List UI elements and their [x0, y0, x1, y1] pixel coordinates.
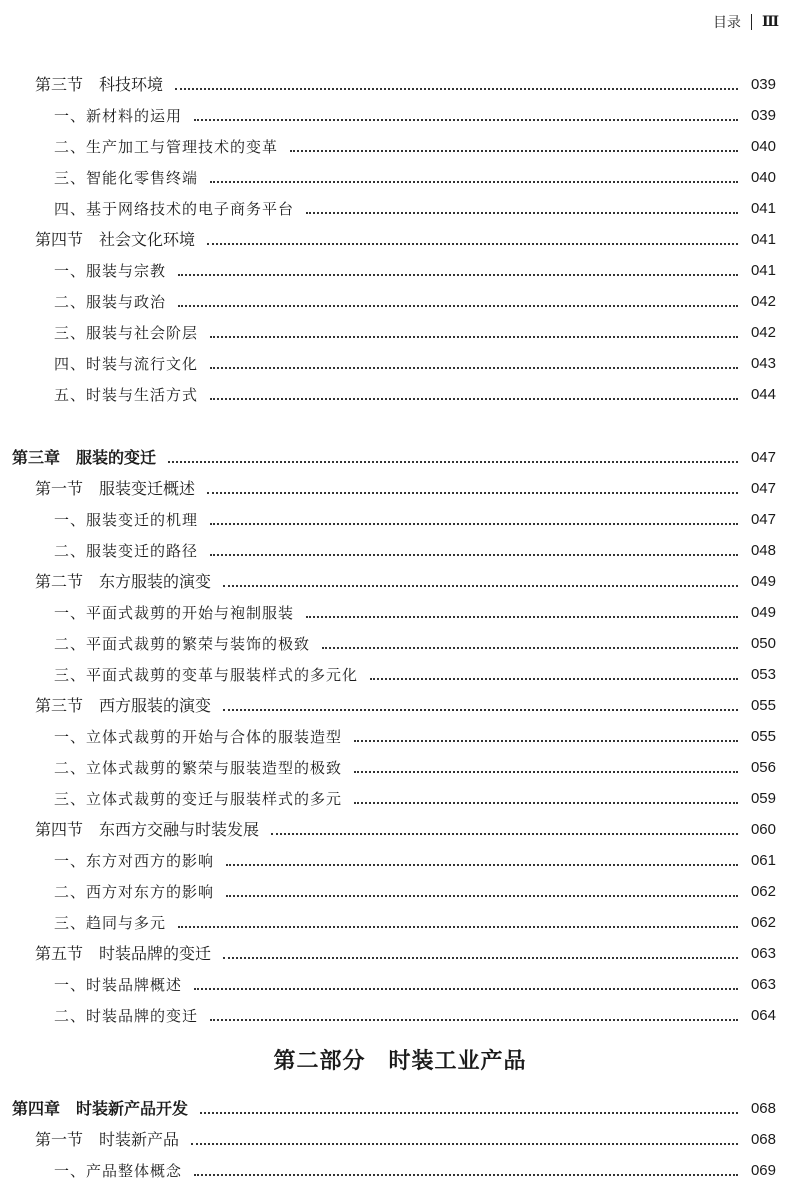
header-divider — [751, 14, 752, 30]
dot-leader — [322, 647, 738, 649]
running-header — [713, 12, 778, 32]
toc-entry-item — [0, 660, 800, 686]
toc-entry-title: 第二节 东方服装的演变 — [35, 572, 212, 591]
toc-entry-page: 049 — [750, 604, 776, 621]
header-page-number: Ⅲ — [761, 14, 778, 30]
toc-entry-title: 二、服装与政治 — [54, 293, 167, 311]
toc-entry-page: 063 — [750, 976, 776, 993]
toc-entry-item — [0, 132, 800, 158]
dot-leader — [210, 398, 738, 400]
toc-entry-title: 第一节 服装变迁概述 — [35, 479, 196, 498]
toc-entry-item — [0, 256, 800, 282]
toc-entry-title: 二、平面式裁剪的繁荣与装饰的极致 — [54, 635, 311, 653]
dot-leader — [226, 864, 738, 866]
toc-entry-page: 044 — [750, 386, 776, 403]
toc-entry-item — [0, 846, 800, 872]
toc-entry-section — [0, 225, 800, 251]
dot-leader — [207, 492, 738, 494]
toc-entry-title: 一、时装品牌概述 — [54, 976, 183, 994]
toc-entry-section — [0, 939, 800, 965]
toc-entry-item — [0, 598, 800, 624]
dot-leader — [223, 957, 738, 959]
toc-entry-item — [0, 629, 800, 655]
toc-entry-title: 第三节 西方服装的演变 — [35, 696, 212, 715]
toc-entry-page: 041 — [750, 231, 776, 248]
dot-leader — [178, 305, 738, 307]
toc-entry-section — [0, 815, 800, 841]
toc-entry-page: 047 — [750, 480, 776, 497]
toc-entry-page: 053 — [750, 666, 776, 683]
dot-leader — [178, 926, 738, 928]
toc-entry-page: 039 — [750, 76, 776, 93]
toc-entry-item — [0, 722, 800, 748]
dot-leader — [306, 616, 738, 618]
dot-leader — [210, 181, 738, 183]
dot-leader — [210, 1019, 738, 1021]
toc-entry-item — [0, 194, 800, 220]
toc-entry-page: 041 — [750, 200, 776, 217]
dot-leader — [178, 274, 738, 276]
toc-entry-title: 第四节 东西方交融与时装发展 — [35, 820, 260, 839]
toc-entry-item — [0, 505, 800, 531]
toc-entry-chapter — [0, 1094, 800, 1120]
toc-entry-page: 055 — [750, 697, 776, 714]
dot-leader — [223, 585, 738, 587]
toc-entry-page: 042 — [750, 324, 776, 341]
toc-entry-page: 062 — [750, 914, 776, 931]
toc-entry-item — [0, 287, 800, 313]
toc-entry-page: 041 — [750, 262, 776, 279]
toc-entry-page: 059 — [750, 790, 776, 807]
toc-entry-title: 二、西方对东方的影响 — [54, 883, 215, 901]
dot-leader — [354, 740, 738, 742]
toc-entry-title: 一、产品整体概念 — [54, 1162, 183, 1180]
toc-entry-page: 061 — [750, 852, 776, 869]
toc-entry-page: 055 — [750, 728, 776, 745]
dot-leader — [210, 523, 738, 525]
header-section-label: 目录 — [712, 15, 741, 31]
dot-leader — [175, 88, 738, 90]
toc-entry-page: 049 — [750, 573, 776, 590]
dot-leader — [207, 243, 738, 245]
dot-leader — [194, 988, 738, 990]
toc-entry-title: 第五节 时装品牌的变迁 — [35, 944, 212, 963]
dot-leader — [271, 833, 738, 835]
toc-entry-title: 第三章 服装的变迁 — [12, 448, 157, 467]
toc-entry-title: 一、平面式裁剪的开始与袍制服装 — [54, 604, 295, 622]
toc-entry-title: 第四节 社会文化环境 — [35, 230, 196, 249]
toc-entry-item — [0, 163, 800, 189]
toc-entry-item — [0, 380, 800, 406]
toc-entry-title: 第三节 科技环境 — [35, 75, 164, 94]
toc-entry-title: 四、时装与流行文化 — [54, 355, 199, 373]
dot-leader — [354, 802, 738, 804]
toc-entry-title: 三、智能化零售终端 — [54, 169, 199, 187]
toc-entry-page: 069 — [750, 1162, 776, 1179]
toc-entry-item — [0, 1001, 800, 1027]
toc-entry-page: 047 — [750, 511, 776, 528]
toc-entry-item — [0, 877, 800, 903]
toc-entry-section — [0, 1125, 800, 1151]
toc-entry-page: 039 — [750, 107, 776, 124]
toc-entry-title: 三、趋同与多元 — [54, 914, 167, 932]
dot-leader — [210, 336, 738, 338]
toc-entry-section — [0, 474, 800, 500]
toc-entry-item — [0, 318, 800, 344]
toc-entry-page: 062 — [750, 883, 776, 900]
toc-entry-title: 三、平面式裁剪的变革与服装样式的多元化 — [54, 666, 359, 684]
toc-entry-page: 043 — [750, 355, 776, 372]
toc-entry-page: 047 — [750, 449, 776, 466]
toc-entry-item — [0, 101, 800, 127]
toc-entry-title: 一、服装与宗教 — [54, 262, 167, 280]
toc-entry-item — [0, 1156, 800, 1182]
toc-entry-title: 四、基于网络技术的电子商务平台 — [54, 200, 295, 218]
dot-leader — [200, 1112, 738, 1114]
dot-leader — [168, 461, 738, 463]
toc-entry-title: 二、时装品牌的变迁 — [54, 1007, 199, 1025]
toc-entry-page: 063 — [750, 945, 776, 962]
toc-entry-title: 五、时装与生活方式 — [54, 386, 199, 404]
dot-leader — [370, 678, 738, 680]
toc-entry-chapter — [0, 443, 800, 469]
toc-entry-section — [0, 567, 800, 593]
toc-entry-title: 一、新材料的运用 — [54, 107, 183, 125]
dot-leader — [210, 554, 738, 556]
dot-leader — [194, 1174, 738, 1176]
toc-entry-item — [0, 753, 800, 779]
toc-entry-page: 060 — [750, 821, 776, 838]
toc-entry-title: 二、立体式裁剪的繁荣与服装造型的极致 — [54, 759, 343, 777]
toc-entry-section — [0, 70, 800, 96]
toc-entry-page: 064 — [750, 1007, 776, 1024]
dot-leader — [290, 150, 738, 152]
toc-entry-item — [0, 970, 800, 996]
toc-entry-page: 068 — [750, 1131, 776, 1148]
toc-entry-page: 040 — [750, 169, 776, 186]
toc-entry-title: 第一节 时装新产品 — [35, 1130, 180, 1149]
toc-entry-title: 三、服装与社会阶层 — [54, 324, 199, 342]
toc-entry-title: 一、立体式裁剪的开始与合体的服装造型 — [54, 728, 343, 746]
toc-entry-title: 第四章 时装新产品开发 — [12, 1099, 189, 1118]
toc-entry-item — [0, 908, 800, 934]
toc-entry-page: 042 — [750, 293, 776, 310]
part-heading: 第二部分 时装工业产品 — [273, 1049, 527, 1074]
dot-leader — [194, 119, 738, 121]
dot-leader — [306, 212, 738, 214]
toc-entry-title: 三、立体式裁剪的变迁与服装样式的多元 — [54, 790, 343, 808]
toc-entry-page: 048 — [750, 542, 776, 559]
toc-entry-item — [0, 536, 800, 562]
toc-entry-section — [0, 691, 800, 717]
toc-entry-item — [0, 784, 800, 810]
toc-entry-page: 056 — [750, 759, 776, 776]
dot-leader — [223, 709, 738, 711]
dot-leader — [191, 1143, 738, 1145]
dot-leader — [226, 895, 738, 897]
toc-entry-title: 二、服装变迁的路径 — [54, 542, 199, 560]
dot-leader — [210, 367, 738, 369]
toc-entry-page: 050 — [750, 635, 776, 652]
toc-entry-title: 一、东方对西方的影响 — [54, 852, 215, 870]
toc-entry-title: 一、服装变迁的机理 — [54, 511, 199, 529]
toc-entry-title: 二、生产加工与管理技术的变革 — [54, 138, 279, 156]
toc-entry-item — [0, 349, 800, 375]
dot-leader — [354, 771, 738, 773]
toc-entry-page: 068 — [750, 1100, 776, 1117]
toc-entry-page: 040 — [750, 138, 776, 155]
